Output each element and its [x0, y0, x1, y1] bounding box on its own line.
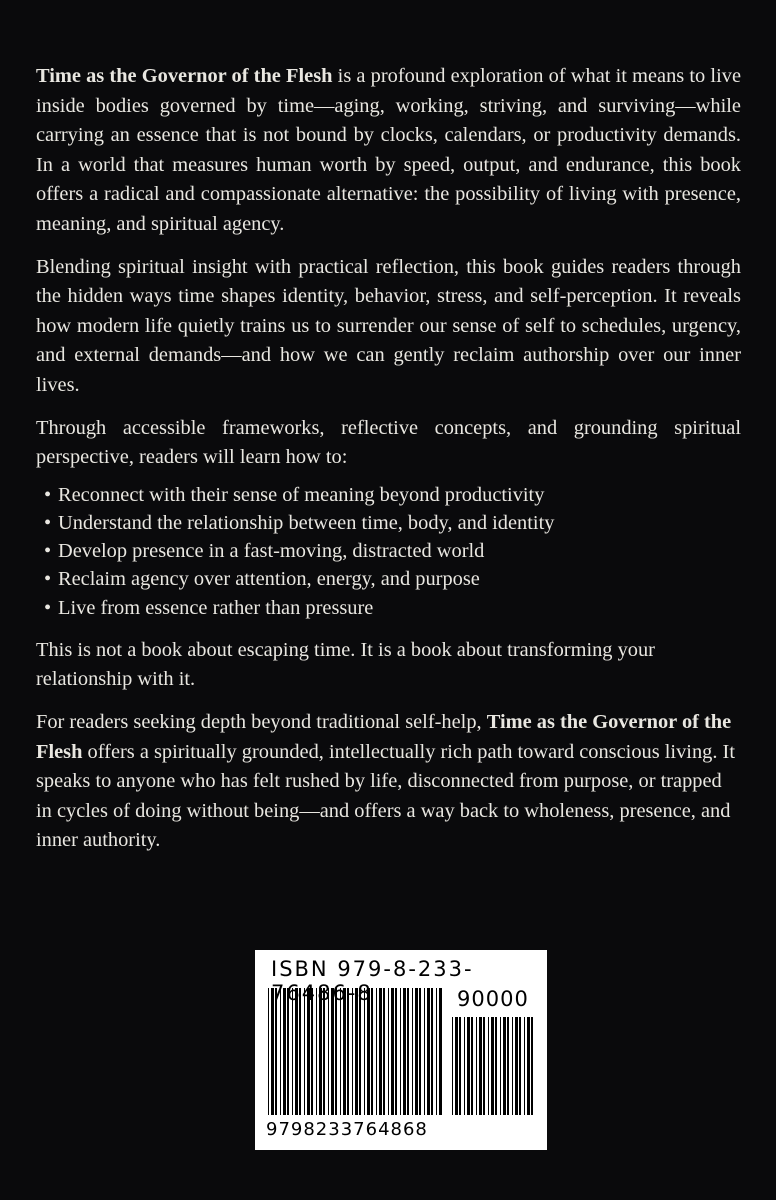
blurb-paragraph-4: This is not a book about escaping time. It is a book about transforming your relationship with it. — [36, 638, 655, 691]
list-item — [36, 594, 741, 622]
bullet-icon: • — [44, 483, 52, 506]
bullet-icon: • — [44, 568, 52, 591]
blurb-paragraph-3: Through accessible frameworks, reflective concepts, and grounding spiritual perspective, readers will learn how to: — [36, 416, 741, 469]
paragraph-text: For readers seeking depth beyond traditional self-help, — [36, 710, 487, 733]
paragraph-text: offers a spiritually grounded, intellectually rich path toward conscious living. It speaks to anyone who has felt rushed by life, disconnected from purpose, or trapped in cycles of doing without being—and offers a way back to wholeness, presence, and inner authority. — [36, 740, 735, 852]
list-item-text: Understand the relationship between time, body, and identity — [58, 511, 555, 534]
blurb-paragraph-1 — [36, 62, 741, 240]
isbn-barcode — [255, 950, 547, 1150]
blurb-paragraph-2: Blending spiritual insight with practical reflection, this book guides readers through the hidden ways time shapes identity, behavior, stress, and self-perception. It reveals how modern life quietly trains us to surrender our sense of self to schedules, urgency, and external demands—and how we can gently reclaim authorship over our inner lives. — [36, 255, 741, 396]
price-code: 90000 — [457, 987, 529, 1011]
list-item-text: Live from essence rather than pressure — [58, 596, 374, 619]
paragraph-text: is a profound exploration of what it means to live inside bodies governed by time—aging, working, striving, and surviving—while carrying an essence that is not bound by clocks, calendars, or productivity demands. In a world that measures human worth by speed, output, and endurance, this book offers a radical and compassionate alternative: the possibility of living with presence, meaning, and spiritual agency. — [36, 65, 741, 235]
ean-digits: 9798233764868 — [266, 1119, 428, 1140]
barcode-bars-icon — [258, 953, 544, 1147]
list-item-text: Reconnect with their sense of meaning beyond productivity — [58, 483, 545, 506]
bullet-icon: • — [44, 540, 52, 563]
list-item — [36, 481, 741, 509]
list-item-text: Reclaim agency over attention, energy, and purpose — [58, 568, 480, 591]
benefits-list — [36, 481, 741, 622]
list-item — [36, 565, 741, 593]
bullet-icon: • — [44, 596, 52, 619]
list-item-text: Develop presence in a fast-moving, distracted world — [58, 540, 485, 563]
blurb-text — [36, 62, 741, 869]
list-item — [36, 537, 741, 565]
blurb-paragraph-5 — [36, 708, 741, 856]
book-title-bold: Time as the Governor of the Flesh — [36, 710, 732, 763]
bullet-icon: • — [44, 511, 52, 534]
isbn-label: ISBN 979-8-233-76486-8 — [271, 957, 474, 1005]
book-title-bold: Time as the Governor of the Flesh — [36, 65, 333, 87]
list-item — [36, 509, 741, 537]
